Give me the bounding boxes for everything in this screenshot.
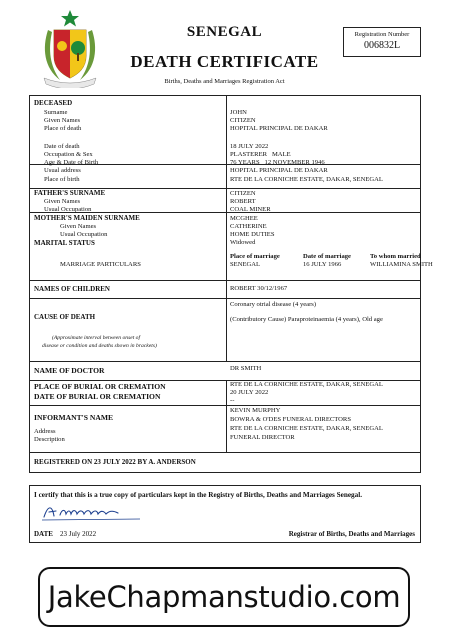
mother-heading: MOTHER'S MAIDEN SURNAME [34, 214, 140, 222]
cause-note-line1: (Approximate interval between onset of [52, 335, 141, 341]
country-title: SENEGAL [186, 24, 263, 40]
doctor-heading: NAME OF DOCTOR [34, 366, 105, 375]
place-of-marriage-value: SENEGAL [230, 261, 261, 268]
registered-line: REGISTERED ON 23 JULY 2022 BY A. ANDERSON [34, 458, 196, 466]
watermark-banner [38, 567, 410, 627]
father-given-names-value: ROBERT [230, 198, 256, 205]
children-value: ROBERT 30/12/1967 [230, 285, 288, 292]
to-whom-married-header: To whom married [370, 253, 421, 260]
usual-address-value: HOPITAL PRINCIPAL DE DAKAR [230, 167, 328, 174]
burial-extra-value: -- [230, 397, 235, 404]
registrar-signature-icon [40, 501, 150, 523]
certification-box [29, 485, 421, 543]
usual-address-label: Usual address [44, 167, 81, 174]
informant-description-label: Description [34, 436, 65, 443]
to-whom-married-value: WILLIAMINA SMITH [370, 261, 433, 268]
father-given-names-label: Given Names [44, 198, 81, 205]
certification-date-value: 23 July 2022 [60, 530, 97, 538]
place-of-burial-heading: PLACE OF BURIAL OR CREMATION [34, 382, 166, 391]
occupation-sex-value: PLASTERER MALE [230, 151, 291, 158]
informant-company-value: BOWRA & O'DES FUNERAL DIRECTORS [230, 416, 351, 423]
occupation-sex-label: Occupation & Sex [44, 151, 93, 158]
father-occupation-label: Usual Occupation [44, 206, 92, 213]
registration-number-value: 006832L [363, 40, 401, 51]
place-of-marriage-header: Place of marriage [230, 253, 280, 260]
document-title: DEATH CERTIFICATE [130, 52, 319, 71]
informant-heading: INFORMANT'S NAME [34, 413, 114, 422]
date-of-death-label: Date of death [44, 143, 80, 150]
informant-address-value: RTE DE LA CORNICHE ESTATE, DAKAR, SENEGAL [230, 425, 383, 432]
registration-number-box [343, 27, 421, 57]
children-heading: NAMES OF CHILDREN [34, 285, 110, 293]
mother-occupation-label: Usual Occupation [60, 231, 108, 238]
doctor-value: DR SMITH [230, 365, 262, 372]
date-of-marriage-value: 16 JULY 1966 [303, 261, 342, 268]
surname-label: Surname [44, 109, 68, 116]
registration-number-label: Registration Number [354, 31, 410, 38]
certification-date-label: DATE [34, 530, 53, 538]
certificate-particulars-table [29, 95, 433, 473]
cause-of-death-line2: (Contributory Cause) Paraproteinaemia (4 years), Old age [230, 316, 383, 323]
informant-address-label: Address [34, 428, 56, 435]
place-of-birth-value: RTE DE LA CORNICHE ESTATE, DAKAR, SENEGAL [230, 176, 383, 183]
cause-of-death-heading: CAUSE OF DEATH [34, 313, 96, 321]
watermark-text: JakeChapmanstudio.com [47, 580, 401, 614]
date-of-burial-heading: DATE OF BURIAL OR CREMATION [34, 392, 161, 401]
mother-occupation-value: HOME DUTIES [230, 231, 275, 238]
act-subtitle: Births, Deaths and Marriages Registration Act [164, 78, 285, 85]
burial-date-value: 20 JULY 2022 [230, 389, 269, 396]
age-dob-value: 76 YEARS 12 NOVEMBER 1946 [230, 159, 325, 166]
place-of-death-value: HOPITAL PRINCIPAL DE DAKAR [230, 125, 328, 132]
deceased-given-names-value: CITIZEN [230, 117, 256, 124]
place-of-death-label: Place of death [44, 125, 82, 132]
deceased-heading: DECEASED [34, 99, 73, 107]
marriage-particulars-label: MARRIAGE PARTICULARS [60, 261, 141, 268]
father-occupation-value: COAL MINER [230, 206, 271, 213]
father-heading: FATHER'S SURNAME [34, 189, 106, 197]
marital-status-heading: MARITAL STATUS [34, 239, 95, 247]
certification-statement: I certify that this is a true copy of particulars kept in the Registry of Births, Deaths and Marriages Senegal. [34, 491, 362, 499]
deceased-surname-value: JOHN [230, 109, 247, 116]
burial-place-value: RTE DE LA CORNICHE ESTATE, DAKAR, SENEGAL [230, 381, 383, 388]
date-of-death-value: 18 JULY 2022 [230, 143, 269, 150]
cause-of-death-line1: Coronary otrial disease (4 years) [230, 301, 317, 308]
informant-description-value: FUNERAL DIRECTOR [230, 434, 295, 441]
mother-surname-value: MCGHEE [230, 215, 258, 222]
coat-of-arms-emblem [38, 8, 102, 88]
marital-status-value: Widowed [230, 239, 256, 246]
age-dob-label: Age & Date of Birth [44, 159, 99, 166]
father-surname-value: CITIZEN [230, 190, 256, 197]
informant-name-value: KEVIN MURPHY [230, 407, 281, 414]
mother-given-names-value: CATHERINE [230, 223, 267, 230]
mother-given-names-label: Given Names [60, 223, 97, 230]
place-of-birth-label: Place of birth [44, 176, 80, 183]
cause-note-line2: disease or condition and deaths shown in brackets) [42, 343, 157, 349]
given-names-label: Given Names [44, 117, 81, 124]
registrar-title: Registrar of Births, Deaths and Marriages [288, 530, 415, 538]
date-of-marriage-header: Date of marriage [303, 253, 351, 260]
